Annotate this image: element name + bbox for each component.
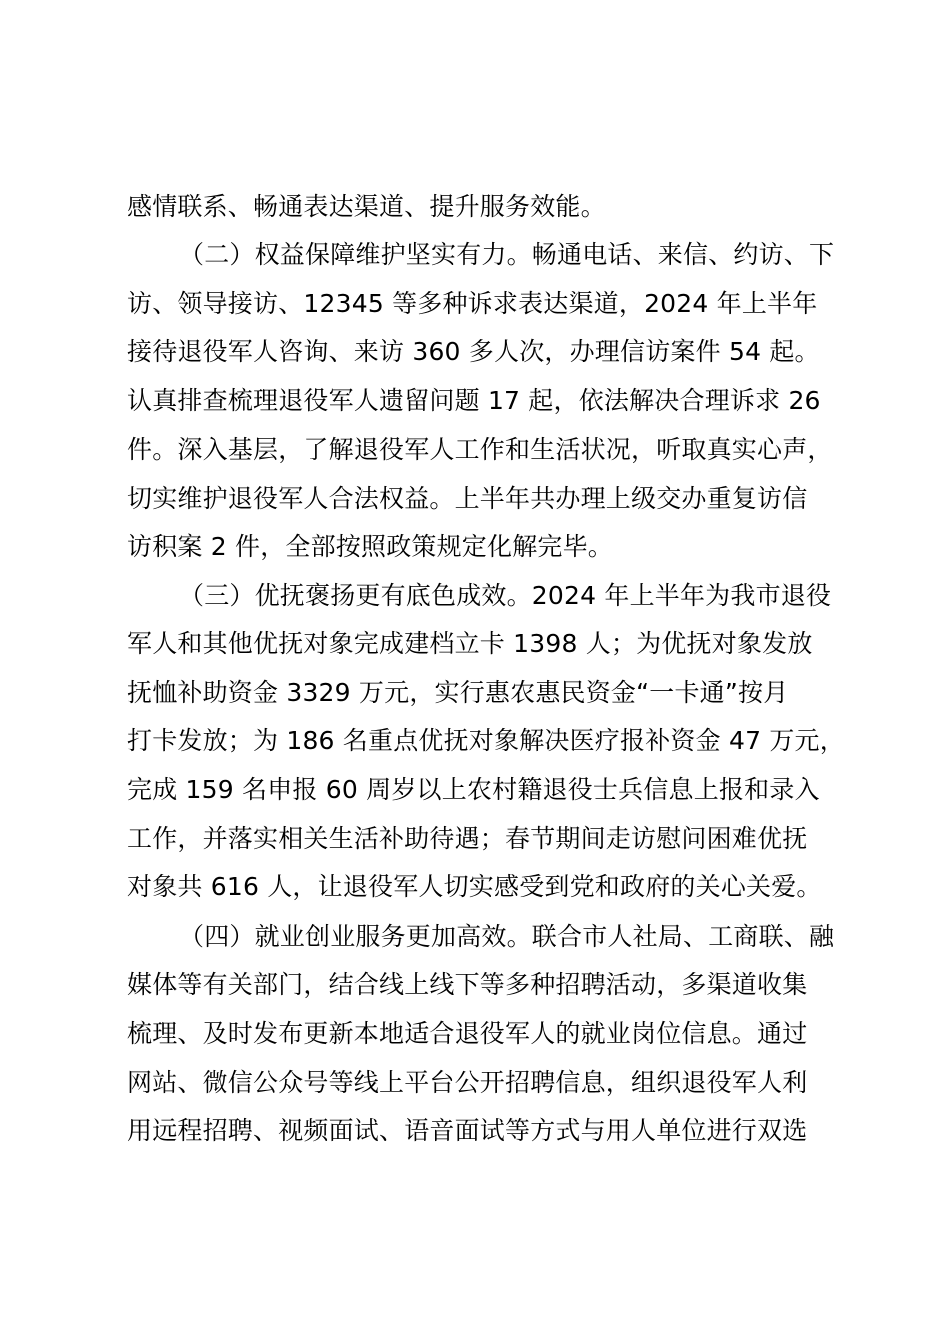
text-line: 抚恤补助资金 3329 万元，实行惠农惠民资金“一卡通”按月 (127, 678, 789, 707)
text-line: 网站、微信公众号等线上平台公开招聘信息，组织退役军人利 (127, 1068, 808, 1097)
text-line: 工作，并落实相关生活补助待遇；春节期间走访慰问困难优抚 (127, 824, 808, 853)
paragraph-heading-line: （四）就业创业服务更加高效。联合市人社局、工商联、融 (179, 922, 835, 951)
text-line: 接待退役军人咨询、来访 360 多人次，办理信访案件 54 起。 (127, 337, 820, 366)
text-line: 完成 159 名申报 60 周岁以上农村籍退役士兵信息上报和录入 (127, 775, 820, 804)
text-line: 访积案 2 件，全部按照政策规定化解完毕。 (127, 532, 614, 561)
text-line: 对象共 616 人，让退役军人切实感受到党和政府的关心关爱。 (127, 872, 822, 901)
paragraph-heading-line: （三）优抚褒扬更有底色成效。2024 年上半年为我市退役 (179, 581, 832, 610)
text-line: 认真排查梳理退役军人遗留问题 17 起，依法解决合理诉求 26 (127, 386, 821, 415)
text-line: 用远程招聘、视频面试、语音面试等方式与用人单位进行双选 (127, 1116, 808, 1145)
text-line: 访、领导接访、12345 等多种诉求表达渠道，2024 年上半年 (127, 289, 818, 318)
text-line: 媒体等有关部门，结合线上线下等多种招聘活动，多渠道收集 (127, 970, 808, 999)
text-line: 切实维护退役军人合法权益。上半年共办理上级交办重复访信 (127, 484, 808, 513)
text-line: 军人和其他优抚对象完成建档立卡 1398 人；为优抚对象发放 (127, 629, 813, 658)
text-line: 打卡发放；为 186 名重点优抚对象解决医疗报补资金 47 万元， (127, 726, 845, 755)
text-line: 感情联系、畅通表达渠道、提升服务效能。 (127, 192, 606, 221)
text-line: 件。深入基层，了解退役军人工作和生活状况，听取真实心声， (127, 435, 833, 464)
paragraph-heading-line: （二）权益保障维护坚实有力。畅通电话、来信、约访、下 (179, 240, 835, 269)
text-line: 梳理、及时发布更新本地适合退役军人的就业岗位信息。通过 (127, 1019, 808, 1048)
